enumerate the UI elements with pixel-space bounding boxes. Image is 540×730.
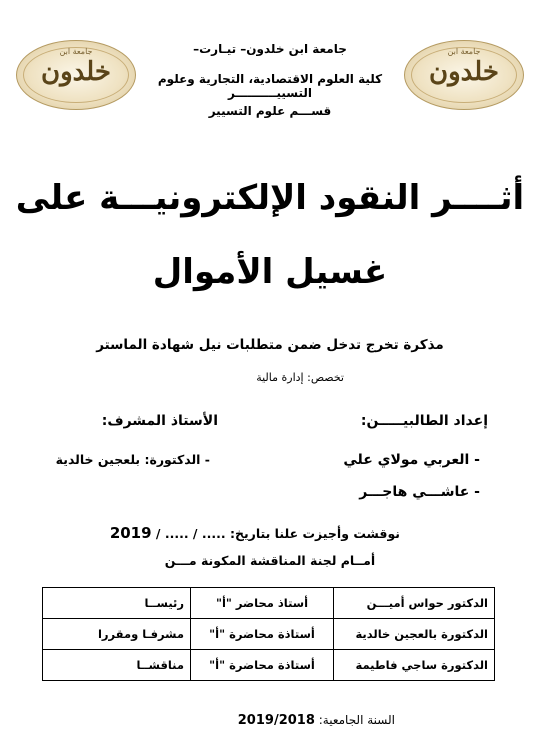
jury-name: الدكتورة ساجي فاطيمة	[334, 650, 495, 681]
jury-table	[42, 587, 495, 681]
student-name: - عاشـــي هاجـــر	[359, 484, 480, 500]
jury-role: رئيســا	[43, 588, 191, 619]
department-name: قســـم علوم التسيير	[208, 104, 332, 118]
jury-rank: أستاذة محاضرة "أ"	[191, 650, 334, 681]
logo-top-text: جامعة ابن	[59, 47, 93, 56]
logo-top-text: جامعة ابن	[447, 47, 481, 56]
jury-name: الدكتور حواس أميـــن	[334, 588, 495, 619]
defense-text: نوقشت وأجيزت علنا بتاريخ: ..... / ..... /	[155, 526, 400, 541]
university-name: جامعة ابن خلدون– تيـارت–	[193, 42, 347, 56]
jury-role: مناقشــا	[43, 650, 191, 681]
supervisor-label: الأستاذ المشرف:	[101, 413, 218, 429]
committee-title: أمــام لجنة المناقشة المكونة مـــن	[164, 553, 376, 568]
specialty: تخصص: إدارة مالية	[256, 371, 344, 384]
jury-name: الدكتورة بالعجين خالدية	[334, 619, 495, 650]
logo-emblem-text: خلدون	[41, 57, 111, 87]
supervisor-name: - الدكتورة: بلعجين خالدية	[55, 452, 210, 467]
thesis-title-line-1: أثــــر النقود الإلكترونيـــة على	[15, 178, 525, 218]
table-row	[43, 619, 495, 650]
academic-year-label: السنة الجامعية:	[318, 713, 395, 727]
defense-date-line	[110, 524, 400, 542]
defense-year: 2019	[109, 524, 152, 542]
academic-year	[238, 713, 395, 728]
thesis-subtitle: مذكرة تخرج تدخل ضمن متطلبات نيل شهادة الماستر	[96, 337, 444, 353]
university-logo-right	[404, 40, 524, 110]
jury-rank: أستاذ محاضر "أ"	[191, 588, 334, 619]
academic-year-value: 2019/2018	[237, 713, 315, 728]
prepared-by-label: إعداد الطالبيـــــن:	[360, 413, 488, 429]
thesis-title-line-2: غسيل الأموال	[152, 252, 388, 292]
jury-rank: أستاذة محاضرة "أ"	[191, 619, 334, 650]
logo-emblem-text: خلدون	[429, 57, 499, 87]
student-name: - العربي مولاي علي	[343, 452, 480, 468]
university-logo-left	[16, 40, 136, 110]
table-row	[43, 588, 495, 619]
jury-role: مشرفـا ومقررا	[43, 619, 191, 650]
faculty-name: كلية العلوم الاقتصادية، التجارية وعلوم التسييــــــــــر	[157, 72, 383, 100]
table-row	[43, 650, 495, 681]
